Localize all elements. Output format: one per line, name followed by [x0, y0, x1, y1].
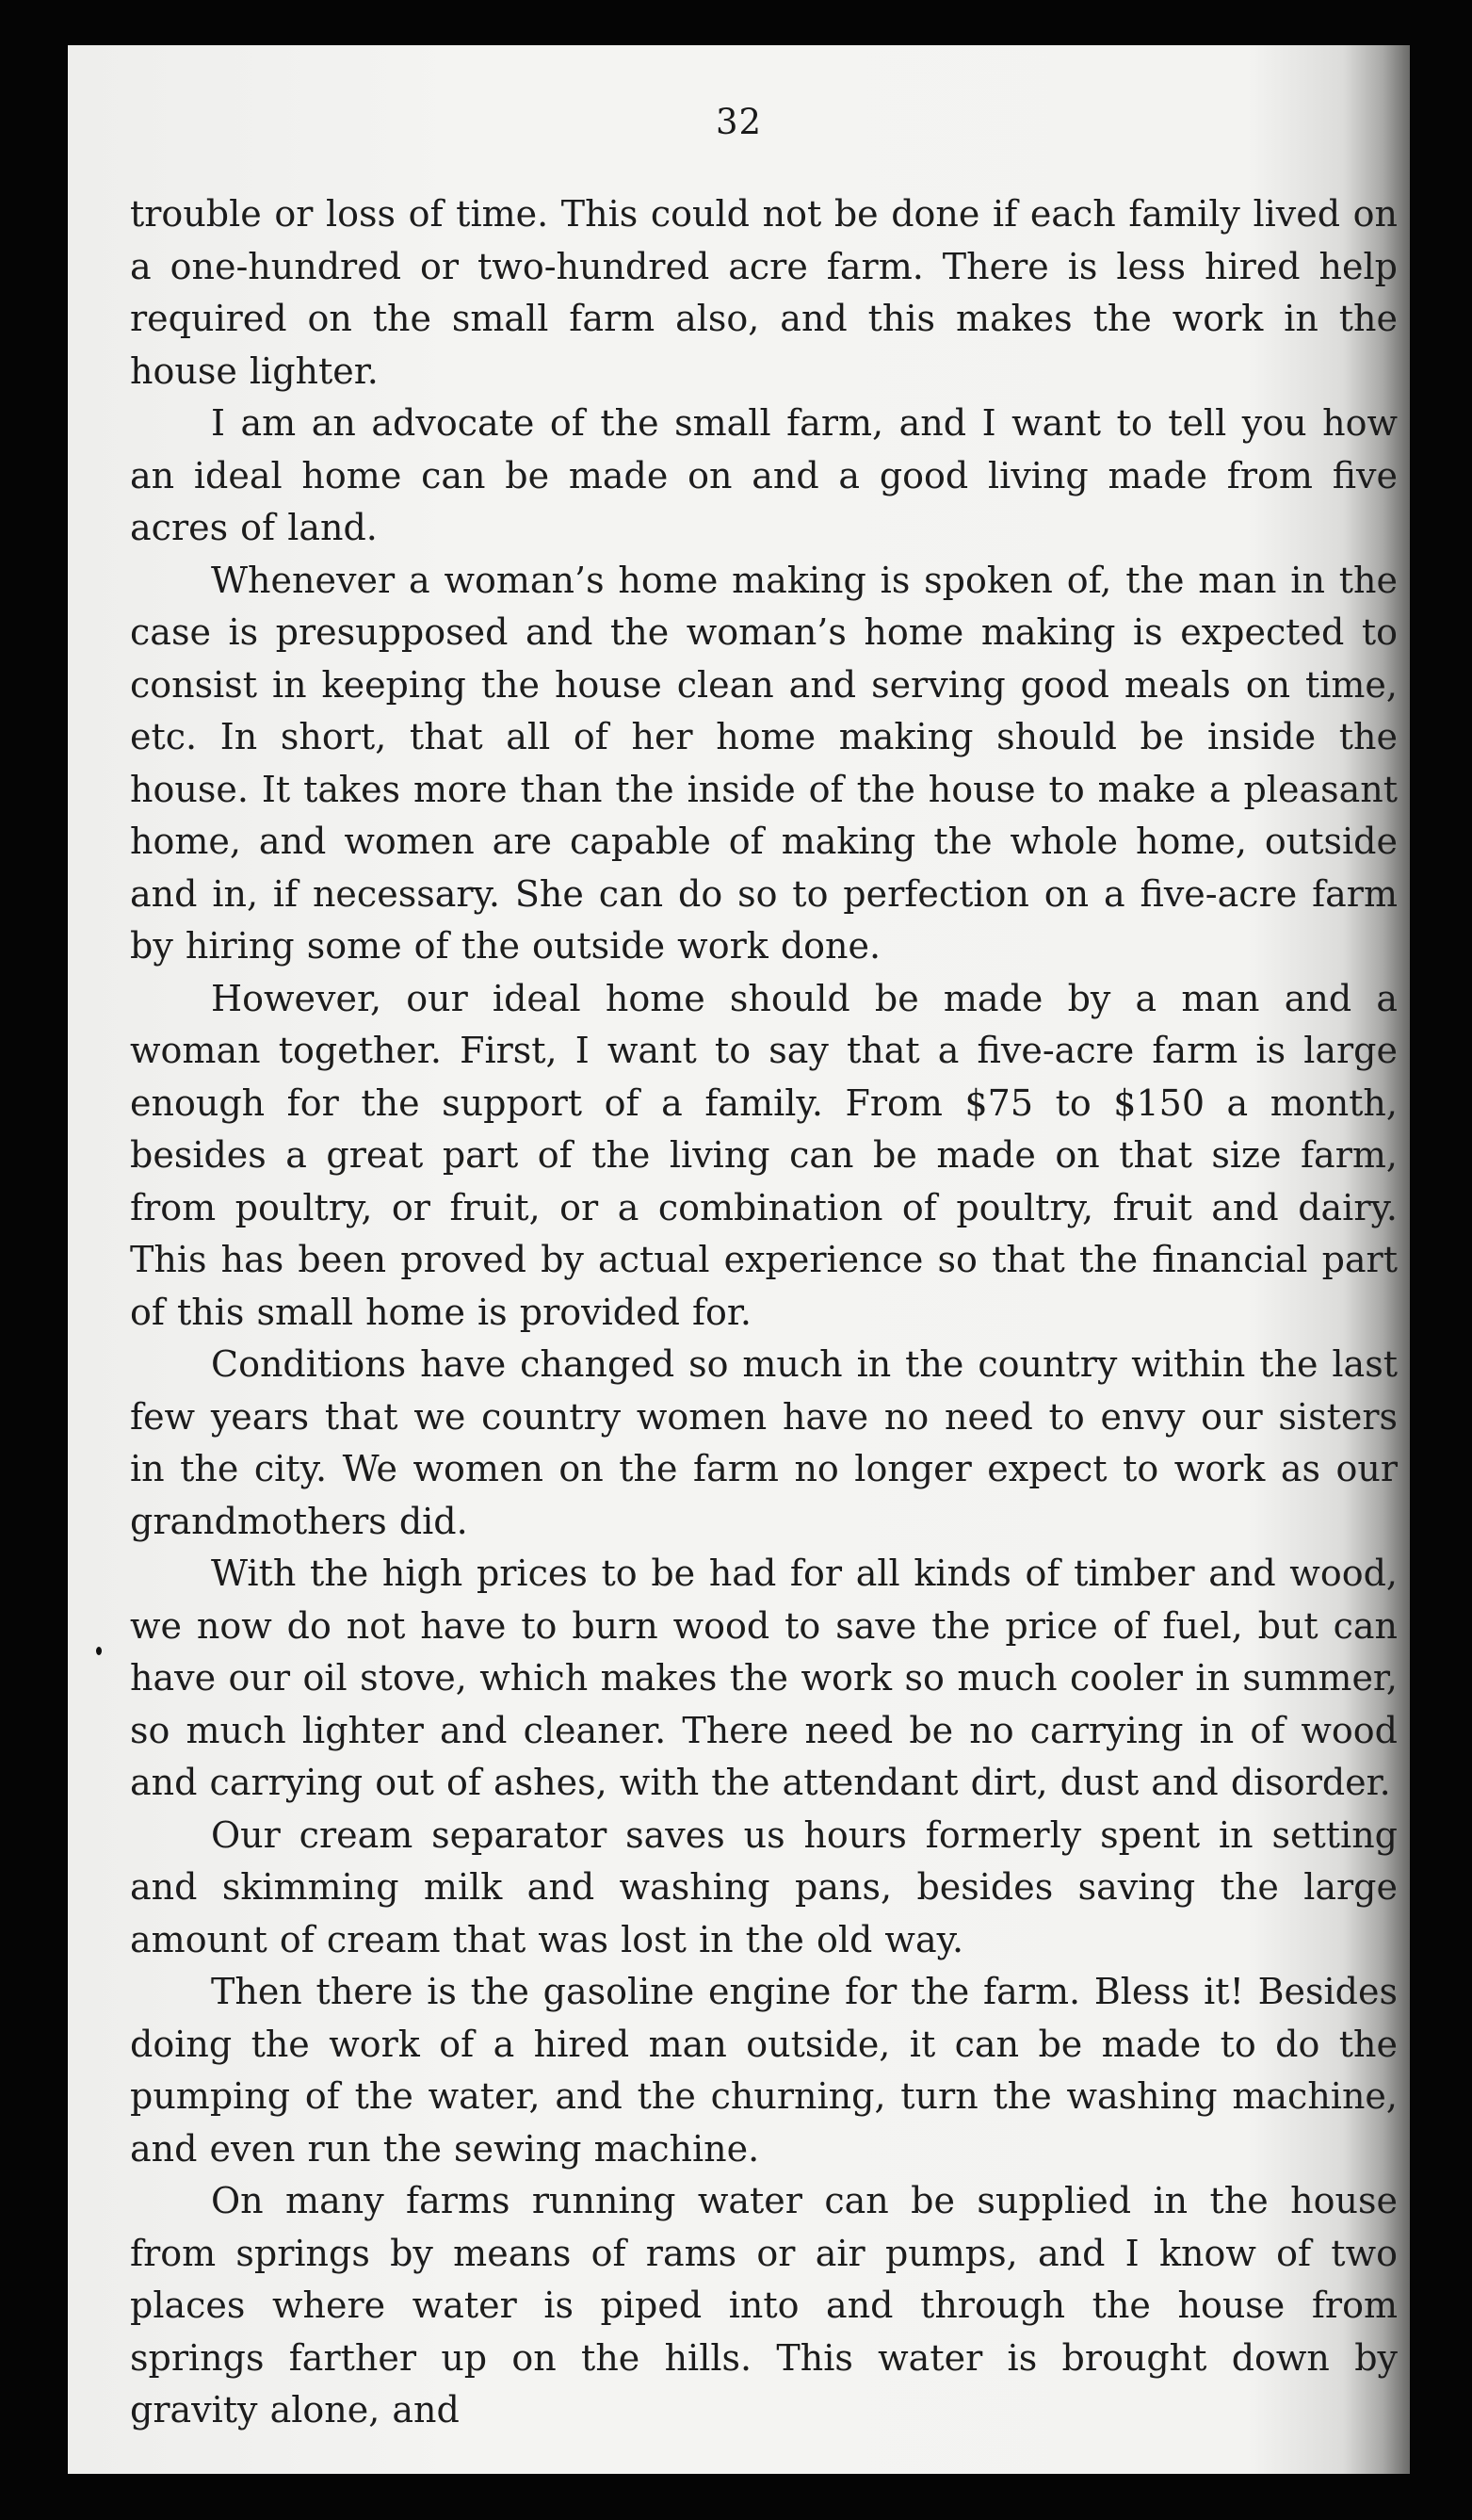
ink-speck [96, 1647, 102, 1655]
paragraph-9: On many farms running water can be supplied in the house from springs by means of rams or air pumps, and I know of two places where water is piped into and through the house from springs farther up on the hills. This water is brought down by gravity alone, and [130, 2180, 1398, 2431]
paragraph-1: trouble or loss of time. This could not be done if each family lived on a one-hundred or two-hundred acre farm. There is less hired help required on the small farm also, and this makes the work in the house lighter. [130, 193, 1398, 392]
paragraph-8: Then there is the gasoline engine for the farm. Bless it! Besides doing the work of a hired man outside, it can be made to do the pumping of the water, and the churning, turn the washing machine, and even run the sewing machine. [130, 1971, 1398, 2170]
paragraph-5: Conditions have changed so much in the country within the last few years that we country women have no need to envy our sisters in the city. We women on the farm no longer expect to work as our grandmothers did. [130, 1343, 1398, 1542]
paragraph-4: However, our ideal home should be made by a man and a woman together. First, I want to say that a five-acre farm is large enough for the support of a family. From $75 to $150 a month, besides a great part of the living can be made on that size farm, from poultry, or fruit, or a combination of poultry, fruit and dairy. This has been proved by actual experience so that the financial part of this small home is provided for. [130, 977, 1398, 1333]
paragraph-6: With the high prices to be had for all kinds of timber and wood, we now do not have to burn wood to save the price of fuel, but can have our oil stove, which makes the work so much cooler in summer, so much lighter and cleaner. There need be no carrying in of wood and carrying out of ashes, with the attendant dirt, dust and disorder. [130, 1553, 1398, 1803]
paragraph-3: Whenever a woman’s home making is spoken of, the man in the case is presupposed and the woman’s home making is expected to consist in keeping the house clean and serving good meals on time, etc. In short, that all of her home making should be inside the house. It takes more than the inside of the house to make a pleasant home, and women are capable of making the whole home, outside and in, if necessary. She can do so to perfection on a five-acre farm by hiring some of the outside work done. [130, 559, 1398, 967]
page-number: 32 [715, 102, 763, 142]
paragraph-7: Our cream separator saves us hours formerly spent in setting and skimming milk and washing pans, besides saving the large amount of cream that was lost in the old way. [130, 1813, 1398, 1960]
paragraph-2: I am an advocate of the small farm, and I want to tell you how an ideal home can be made on and a good living made from five acres of land. [130, 402, 1398, 548]
book-page [68, 45, 1410, 2474]
body-text [130, 188, 1398, 2437]
